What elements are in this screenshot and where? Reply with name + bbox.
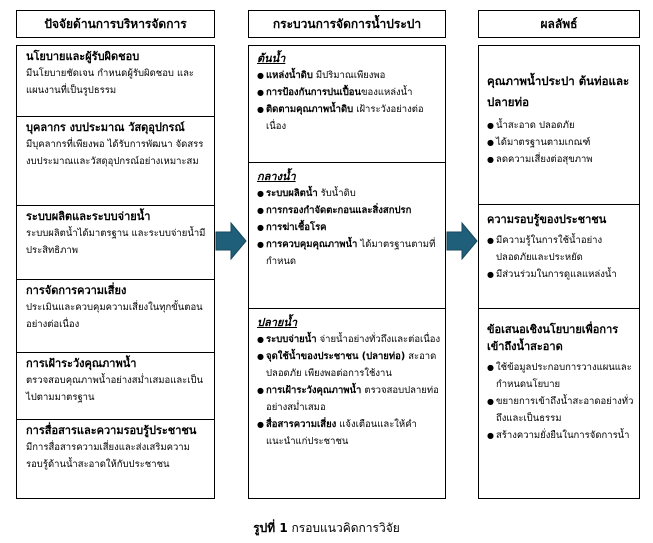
factor-desc: มีนโยบายชัดเจน กำหนดผู้รับผิดชอบ และแผนงานที่เป็นรูปธรรม bbox=[26, 68, 194, 96]
header-results-label: ผลลัพธ์ bbox=[540, 16, 578, 31]
factor-title: การเฝ้าระวังคุณภาพน้ำ bbox=[26, 357, 137, 370]
factor-box bbox=[17, 206, 214, 280]
process-item: ● การป้องกันการปนเปื้อนของแหล่งน้ำ bbox=[257, 84, 441, 101]
result-item: ● ใช้ข้อมูลประกอบการวางแผนและกำหนดนโยบาย bbox=[487, 359, 635, 393]
process-item: ● จุดใช้น้ำของประชาชน (ปลายท่อ) สะอาด ปลอดภัย เพียงพอต่อการใช้งาน bbox=[257, 348, 441, 382]
factor-title: บุคลากร งบประมาณ วัสดุอุปกรณ์ bbox=[26, 121, 185, 134]
result-literacy bbox=[479, 209, 639, 309]
caption-label: รูปที่ 1 bbox=[253, 521, 288, 535]
result-item: ● ลดความเสี่ยงต่อสุขภาพ bbox=[487, 151, 635, 168]
process-item: ● การเฝ้าระวังคุณภาพน้ำ ตรวจสอบปลายท่ออย่างสม่ำเสมอ bbox=[257, 382, 441, 416]
factor-box bbox=[17, 117, 214, 205]
process-item: ● การกรองกำจัดตะกอนและสิ่งสกปรก bbox=[257, 202, 441, 219]
header-process bbox=[248, 10, 446, 38]
factor-title: การสื่อสารและความรอบรู้ประชาชน bbox=[26, 424, 197, 437]
result-item: ● ขยายการเข้าถึงน้ำสะอาดอย่างทั่วถึงและเป็นธรรม bbox=[487, 393, 635, 427]
header-process-label: กระบวนการจัดการน้ำประปา bbox=[272, 16, 422, 31]
factor-desc: มีการสื่อสารความเสี่ยงและส่งเสริมความรอบรู้ด้านน้ำสะอาดให้กับประชาชน bbox=[26, 442, 190, 470]
process-item: ● การควบคุมคุณภาพน้ำ ได้มาตรฐานตามที่กำหนด bbox=[257, 236, 441, 270]
result-item: ● สร้างความยั่งยืนในการจัดการน้ำ bbox=[487, 427, 635, 444]
factor-title: การจัดการความเสี่ยง bbox=[26, 284, 127, 297]
process-downstream bbox=[249, 312, 445, 498]
process-item: ● ระบบผลิตน้ำ รับน้ำดิบ bbox=[257, 185, 441, 202]
results-column bbox=[478, 45, 640, 499]
factor-desc: ระบบผลิตน้ำได้มาตรฐาน และระบบจ่ายน้ำมีประสิทธิภาพ bbox=[26, 228, 206, 256]
factor-title: นโยบายและผู้รับผิดชอบ bbox=[26, 50, 140, 63]
factor-box bbox=[17, 353, 214, 419]
result-title: ข้อเสนอเชิงนโยบายเพื่อการเข้าถึงน้ำสะอาด bbox=[487, 323, 619, 353]
stage-label-midstream: กลางน้ำ bbox=[257, 170, 296, 183]
header-results bbox=[478, 10, 640, 38]
factor-desc: ตรวจสอบคุณภาพน้ำอย่างสม่ำเสมอและเป็นไปตามมาตรฐาน bbox=[26, 375, 204, 403]
factor-title: ระบบผลิตและระบบจ่ายน้ำ bbox=[26, 210, 151, 223]
factor-box bbox=[17, 420, 214, 498]
stage-label-downstream: ปลายน้ำ bbox=[257, 316, 298, 329]
result-quality bbox=[479, 68, 639, 198]
figure-caption bbox=[0, 519, 653, 538]
caption-text: กรอบแนวคิดการวิจัย bbox=[287, 521, 400, 535]
factor-box bbox=[17, 280, 214, 352]
result-title: ความรอบรู้ของประชาชน bbox=[487, 213, 607, 226]
process-item: ● แหล่งน้ำดิบ มีปริมาณเพียงพอ bbox=[257, 67, 441, 84]
process-item: ● ระบบจ่ายน้ำ จ่ายน้ำอย่างทั่วถึงและต่อเนื่อง bbox=[257, 331, 441, 348]
result-policy bbox=[479, 318, 639, 496]
factor-desc: ประเมินและควบคุมความเสี่ยงในทุกขั้นตอนอย่างต่อเนื่อง bbox=[26, 302, 203, 330]
arrow-right-icon bbox=[446, 222, 478, 260]
header-factors-label: ปัจจัยด้านการบริหารจัดการ bbox=[44, 16, 187, 31]
process-column bbox=[248, 45, 446, 499]
result-item: ● น้ำสะอาด ปลอดภัย bbox=[487, 117, 635, 134]
result-item: ● มีส่วนร่วมในการดูแลแหล่งน้ำ bbox=[487, 266, 635, 283]
factor-box bbox=[17, 46, 214, 114]
process-midstream bbox=[249, 166, 445, 306]
process-item: ● การฆ่าเชื้อโรค bbox=[257, 219, 441, 236]
arrow-right-icon bbox=[215, 222, 247, 260]
header-factors bbox=[16, 10, 215, 38]
stage-label-upstream: ต้นน้ำ bbox=[257, 52, 286, 65]
process-item: ● สื่อสารความเสี่ยง แจ้งเตือนและให้คำแนะนำแก่ประชาชน bbox=[257, 416, 441, 450]
result-item: ● มีความรู้ในการใช้น้ำอย่างปลอดภัยและประหยัด bbox=[487, 232, 635, 266]
factors-column bbox=[16, 45, 215, 499]
result-item: ● ได้มาตรฐานตามเกณฑ์ bbox=[487, 134, 635, 151]
process-upstream bbox=[249, 48, 445, 158]
process-item: ● ติดตามคุณภาพน้ำดิบ เฝ้าระวังอย่างต่อเนื่อง bbox=[257, 101, 441, 135]
result-title: คุณภาพน้ำประปา ต้นท่อและปลายท่อ bbox=[487, 74, 630, 109]
factor-desc: มีบุคลากรที่เพียงพอ ได้รับการพัฒนา จัดสรรงบประมาณและวัสดุอุปกรณ์อย่างเหมาะสม bbox=[26, 139, 204, 167]
